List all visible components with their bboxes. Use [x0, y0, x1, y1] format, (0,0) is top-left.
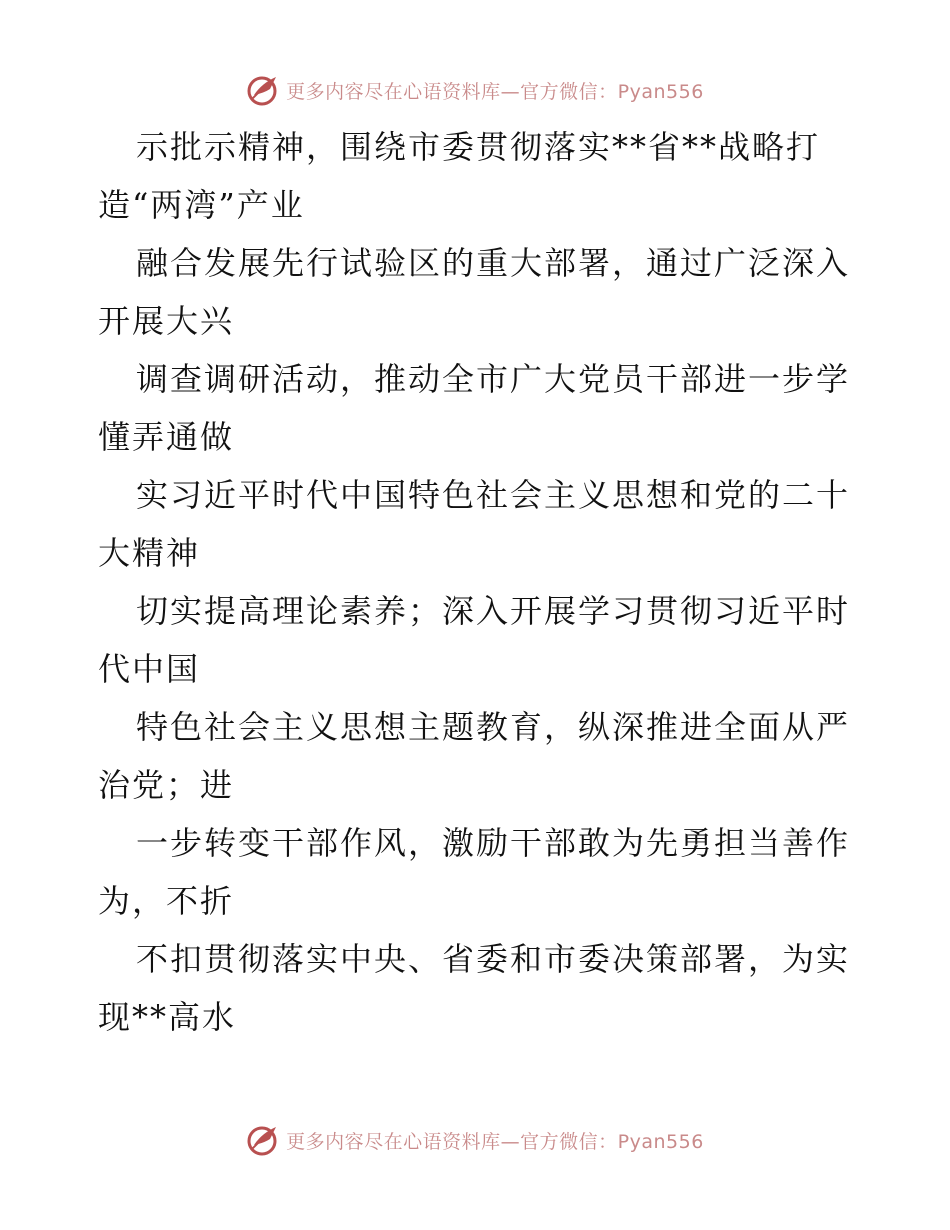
paragraph-8 [98, 930, 858, 1046]
document-body [98, 118, 858, 1046]
paragraph-6 [98, 698, 858, 814]
paragraph-line: 一步转变干部作风，激励干部敢为先勇担当善作 [136, 824, 851, 862]
paragraph-2 [98, 234, 858, 350]
watermark-text: 更多内容尽在心语资料库—官方微信：Pyan556 [286, 1130, 704, 1153]
paragraph-line: 治党；进 [98, 766, 235, 804]
paragraph-5 [98, 582, 858, 698]
pen-logo-icon [246, 1123, 280, 1157]
paragraph-7 [98, 814, 858, 930]
paragraph-line: 调查调研活动，推动全市广大党员干部进一步学 [136, 360, 851, 398]
paragraph-line: 融合发展先行试验区的重大部署，通过广泛深入 [136, 244, 851, 282]
header-watermark [0, 70, 950, 110]
paragraph-line: 示批示精神，围绕市委贯彻落实**省**战略打 [136, 128, 821, 166]
paragraph-1 [98, 118, 858, 234]
paragraph-line: 开展大兴 [98, 302, 235, 340]
footer-watermark [0, 1120, 950, 1160]
paragraph-line: 懂弄通做 [98, 418, 235, 456]
paragraph-line: 现**高水 [98, 998, 237, 1036]
paragraph-line: 大精神 [98, 534, 201, 572]
pen-logo-icon [246, 73, 280, 107]
paragraph-3 [98, 350, 858, 466]
paragraph-line: 切实提高理论素养；深入开展学习贯彻习近平时 [136, 592, 851, 630]
paragraph-line: 不扣贯彻落实中央、省委和市委决策部署，为实 [136, 940, 851, 978]
paragraph-line: 代中国 [98, 650, 201, 688]
paragraph-line: 造“两湾”产业 [98, 186, 305, 224]
paragraph-line: 实习近平时代中国特色社会主义思想和党的二十 [136, 476, 851, 514]
paragraph-line: 特色社会主义思想主题教育，纵深推进全面从严 [136, 708, 851, 746]
paragraph-4 [98, 466, 858, 582]
watermark-text: 更多内容尽在心语资料库—官方微信：Pyan556 [286, 80, 704, 103]
paragraph-line: 为，不折 [98, 882, 235, 920]
